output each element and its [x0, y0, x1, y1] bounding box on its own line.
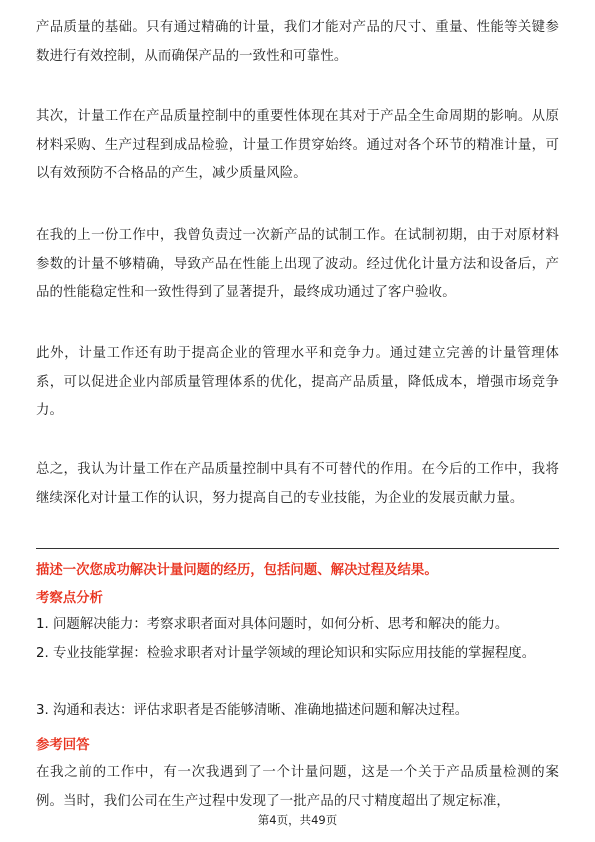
analysis-item-1: 1. 问题解决能力：考察求职者面对具体问题时，如何分析、思考和解决的能力。	[36, 617, 509, 632]
analysis-item-3: 3. 沟通和表达：评估求职者是否能够清晰、准确地描述问题和解决过程。	[36, 703, 469, 718]
page-footer: 第4页，共49页	[257, 813, 338, 827]
paragraph-1: 产品质量的基础。只有通过精确的计量，我们才能对产品的尺寸、重量、性能等关键参数进行有效控制，从而确保产品的一致性和可靠性。	[36, 20, 559, 64]
paragraph-5: 总之，我认为计量工作在产品质量控制中具有不可替代的作用。在今后的工作中，我将继续深化对计量工作的认识，努力提高自己的专业技能，为企业的发展贡献力量。	[36, 462, 559, 506]
answer-text: 在我之前的工作中，有一次我遇到了一个计量问题，这是一个关于产品质量检测的案例。当时，我们公司在生产过程中发现了一批产品的尺寸精度超出了规定标准，	[36, 765, 559, 809]
paragraph-3: 在我的上一份工作中，我曾负责过一次新产品的试制工作。在试制初期，由于对原材料参数的计量不够精确，导致产品在性能上出现了波动。经过优化计量方法和设备后，产品的性能稳定性和一致性得到了显著提升，最终成功通过了客户验收。	[36, 228, 559, 300]
answer-heading: 参考回答	[36, 738, 90, 753]
analysis-item-2: 2. 专业技能掌握：检验求职者对计量学领域的理论知识和实际应用技能的掌握程度。	[36, 646, 536, 661]
paragraph-4: 此外，计量工作还有助于提高企业的管理水平和竞争力。通过建立完善的计量管理体系，可以促进企业内部质量管理体系的优化，提高产品质量，降低成本，增强市场竞争力。	[36, 346, 559, 418]
paragraph-2: 其次，计量工作在产品质量控制中的重要性体现在其对于产品全生命周期的影响。从原材料采购、生产过程到成品检验，计量工作贯穿始终。通过对各个环节的精准计量，可以有效预防不合格品的产生，减少质量风险。	[36, 109, 559, 181]
section-divider	[36, 548, 559, 549]
analysis-heading: 考察点分析	[36, 591, 103, 606]
interview-question: 描述一次您成功解决计量问题的经历，包括问题、解决过程及结果。	[36, 563, 438, 578]
